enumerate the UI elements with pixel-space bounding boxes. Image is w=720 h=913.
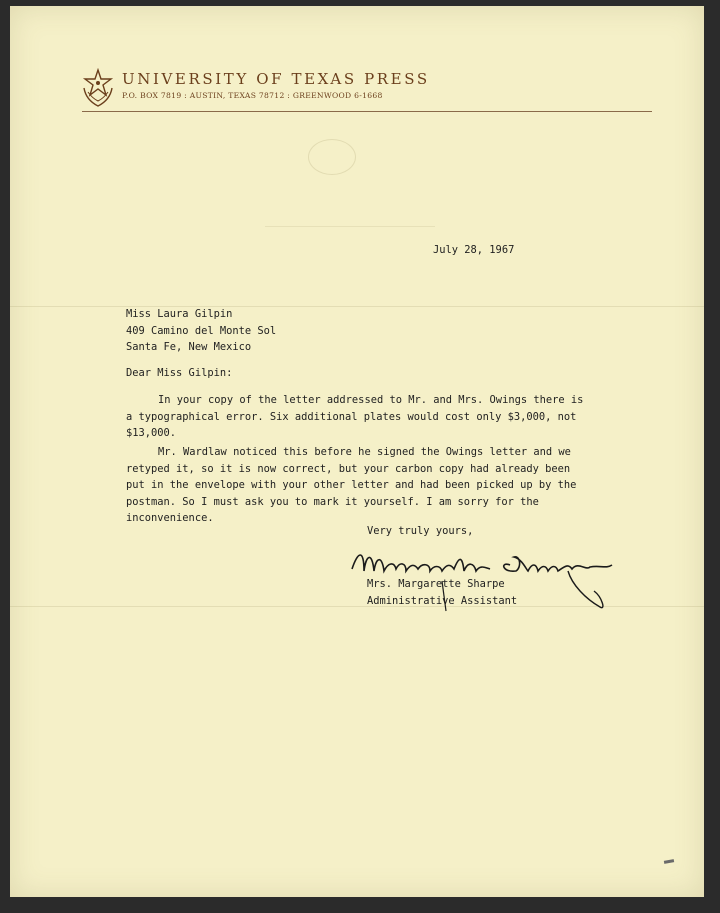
signer-name: Mrs. Margarette Sharpe	[367, 578, 505, 590]
paragraph-line: Mr. Wardlaw noticed this before he signed the Owings letter and we	[158, 446, 571, 458]
recipient-address	[126, 306, 276, 356]
paragraph-line: inconvenience.	[126, 512, 214, 524]
letter-date: July 28, 1967	[433, 244, 515, 256]
letter-page	[10, 6, 704, 897]
watermark-seal	[308, 139, 356, 175]
recipient-city: Santa Fe, New Mexico	[126, 341, 252, 353]
signature-block	[367, 576, 517, 609]
paragraph-line: postman. So I must ask you to mark it yourself. I am sorry for the	[126, 495, 539, 508]
paragraph-line: In your copy of the letter addressed to Mr. and Mrs. Owings there is	[158, 394, 584, 406]
paragraph-line: retyped it, so it is now correct, but your carbon copy had already been	[126, 462, 571, 475]
recipient-street: 409 Camino del Monte Sol	[126, 324, 277, 337]
salutation: Dear Miss Gilpin:	[126, 367, 233, 379]
ut-press-star-logo-icon	[80, 68, 116, 108]
paragraph-line: put in the envelope with your other letter and had been picked up by the	[126, 479, 577, 491]
paragraph-line: a typographical error. Six additional plates would cost only $3,000, not	[126, 410, 577, 423]
stray-mark	[664, 859, 674, 864]
body-paragraph-1	[126, 392, 583, 442]
letterhead-address: P.O. BOX 7819 : AUSTIN, TEXAS 78712 : GREENWOOD 6-1668	[122, 91, 383, 100]
letterhead-rule	[82, 111, 652, 112]
letterhead-title: UNIVERSITY OF TEXAS PRESS	[122, 70, 430, 88]
paragraph-line: $13,000.	[126, 427, 177, 439]
signer-title: Administrative Assistant	[367, 594, 518, 607]
fold-line	[10, 306, 704, 307]
recipient-name: Miss Laura Gilpin	[126, 308, 233, 320]
watermark-script	[265, 198, 435, 227]
closing: Very truly yours,	[367, 525, 474, 537]
body-paragraph-2	[126, 444, 576, 527]
